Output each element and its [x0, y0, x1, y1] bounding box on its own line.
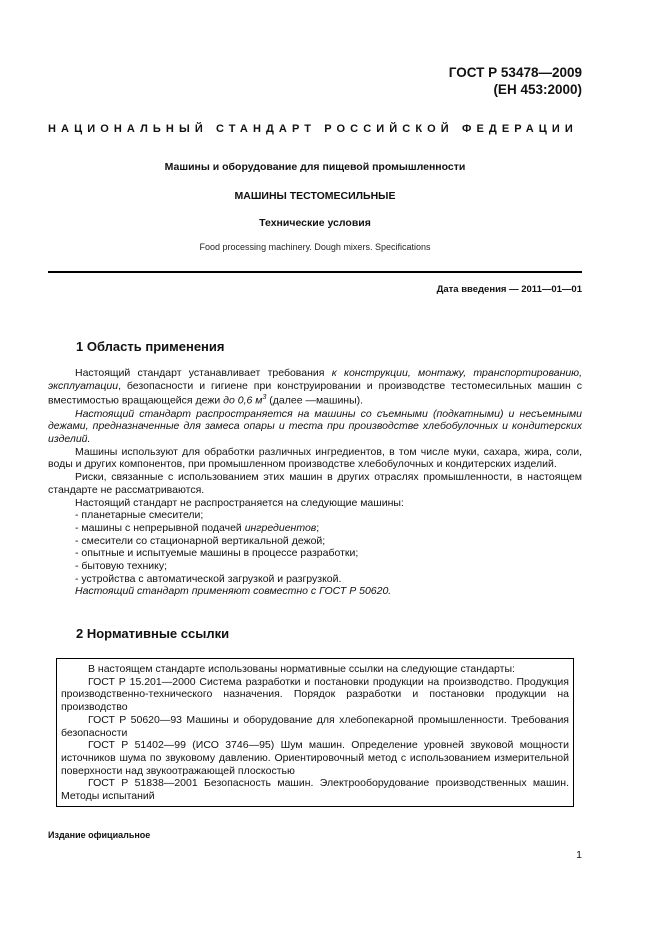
standard-equivalent: (ЕН 453:2000) [493, 82, 582, 97]
paragraph: В настоящем стандарте использованы нормативные ссылки на следующие стандарты: [88, 663, 515, 675]
official-publication-label: Издание официальное [48, 830, 151, 840]
list-item: - опытные и испытуемые машины в процессе разработки; [75, 547, 359, 560]
list-item: - бытовую технику; [75, 560, 167, 573]
main-title: МАШИНЫ ТЕСТОМЕСИЛЬНЫЕ [234, 190, 396, 202]
paragraph: Настоящий стандарт распространяется на машины со съемными (подкатными) и несъемными дежами, предназначенные для замеса опары и теста при производстве хлебобулочных и кондитерских изделий. [48, 407, 582, 446]
section-1-body [48, 367, 582, 598]
group-title: Машины и оборудование для пищевой промышленности [164, 161, 466, 173]
national-standard-banner: НАЦИОНАЛЬНЫЙ СТАНДАРТ РОССИЙСКОЙ ФЕДЕРАЦИИ [48, 123, 578, 135]
english-title: Food processing machinery. Dough mixers. Specifications [199, 242, 431, 252]
references-body [61, 663, 569, 803]
text: до 0,6 м [223, 394, 263, 407]
list-item: - устройства с автоматической загрузкой и разгрузкой. [75, 572, 342, 585]
list-item: - смесители со стационарной вертикальной дежой; [75, 534, 326, 547]
text: - машины с непрерывной подачей [75, 521, 245, 534]
superscript: 3 [262, 394, 267, 402]
section-2-heading: 2 Нормативные ссылки [76, 626, 230, 641]
list-item [48, 522, 582, 535]
section-1-heading: 1 Область применения [76, 339, 225, 354]
text: (далее —машины). [266, 394, 364, 407]
standard-number-block [449, 64, 582, 98]
paragraph: Риски, связанные с использованием этих машин в других отраслях промышленности, в настоящем стандарте не рассматриваются. [48, 471, 582, 496]
standard-number: ГОСТ Р 53478—2009 [448, 65, 582, 80]
list-item: - планетарные смесители; [75, 509, 204, 522]
reference-item: ГОСТ Р 50620—93 Машины и оборудование для хлебопекарной промышленности. Требования безопасности [61, 713, 569, 739]
reference-item: ГОСТ Р 15.201—2000 Система разработки и постановки продукции на производство. Продукция производственно-технического назначения. Порядок разработки и постановки продукции на производство [61, 675, 569, 714]
reference-item: ГОСТ Р 51838—2001 Безопасность машин. Электрооборудование производственных машин. Методы испытаний [61, 777, 569, 803]
reference-item: ГОСТ Р 51402—99 (ИСО 3746—95) Шум машин. Определение уровней звуковой мощности источников шума по звуковому давлению. Ориентировочный метод с использованием измерительной поверхности над звукоотражающей плоскостью [61, 739, 569, 777]
paragraph: Настоящий стандарт не распространяется на следующие машины: [75, 496, 404, 509]
subtitle: Технические условия [259, 217, 371, 229]
normative-references-box [56, 658, 574, 807]
text: к конструкции, монтажу, транспортированию, эксплуатации [48, 367, 583, 392]
text: ; [316, 521, 320, 534]
paragraph: Настоящий стандарт применяют совместно с ГОСТ Р 50620. [75, 585, 392, 598]
text: , безопасности и гигиене при конструировании и производстве тестомесильных машин с вместимостью вращающейся дежи [48, 379, 582, 407]
page-number: 1 [576, 849, 582, 861]
title-divider [48, 271, 582, 273]
introduction-date: Дата введения — 2011—01—01 [436, 284, 582, 295]
paragraph: Машины используют для обработки различных ингредиентов, в том числе муки, сахара, жира, соли, воды и других компонентов, при промышленном производстве хлебобулочных и кондитерских изделий. [48, 445, 582, 471]
text: ингредиентов [244, 521, 317, 534]
text: Настоящий стандарт устанавливает требования [75, 367, 332, 379]
paragraph [48, 367, 582, 408]
